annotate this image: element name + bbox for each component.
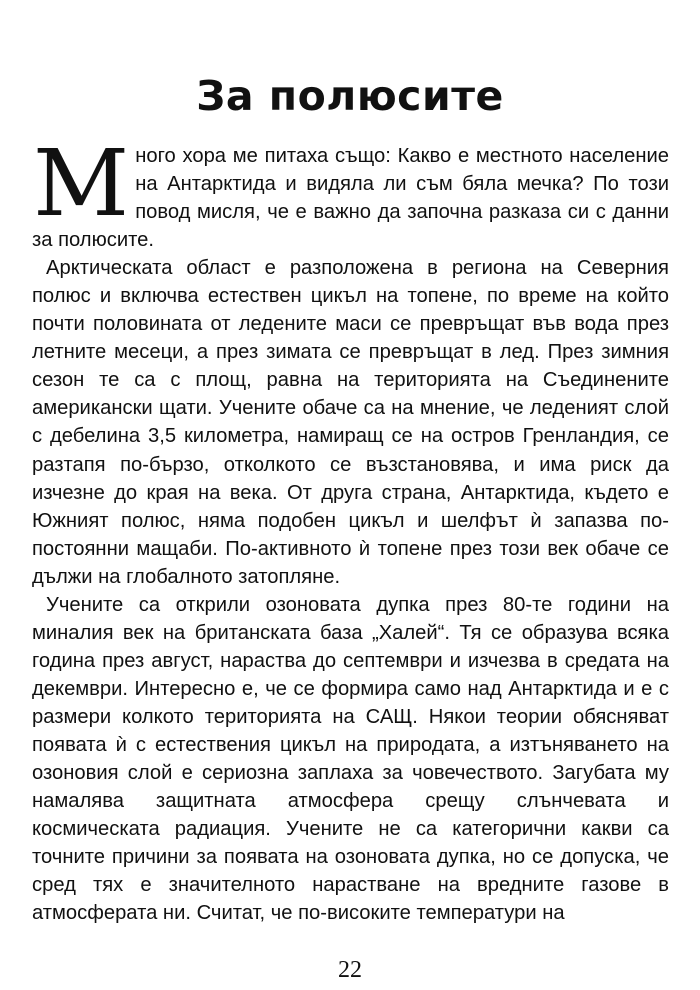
- paragraph-1-text: ного хора ме питаха също: Какво е местното население на Антарктида и видяла ли съм бяла мечка? По този повод мисля, че е важно да започна разказа си с данни за полюсите.: [32, 145, 669, 252]
- paragraph-3: Учените са открили озоновата дупка през 80-те години на миналия век на британската база „Халей“. Тя се образува всяка година през август, нараства до септември и изчезва в средата на декември. Интересно е, че се формира само над Антарктида и е с размери колкото територията на САЩ. Някои теории обясняват появата ѝ с естествения цикъл на природата, а изтъняването на озоновия слой е сериозна заплаха за човечеството. Загубата му намалява защитната атмосфера срещу слънчевата и космическата радиация. Учените не са категорични какви са точните причини за появата на озоновата дупка, но се допуска, че сред тях е значителното нарастване на вредните газове в атмосферата ни. Считат, че по-високите температури на: [32, 593, 669, 925]
- drop-cap-letter: М: [33, 130, 130, 237]
- page-title: За полюсите: [196, 72, 504, 120]
- page-number: 22: [338, 957, 362, 983]
- article-body: [32, 130, 669, 927]
- paragraph-1: [32, 130, 669, 254]
- paragraph-2: Арктическата област е разположена в региона на Северния полюс и включва естествен цикъл на топене, по време на който почти половината от ледените маси се превръщат във вода през летните месеци, а през зимата се превръщат в лед. През зимния сезон те са с площ, равна на територията на Съединените американски щати. Учените обаче са на мнение, че леденият слой с дебелина 3,5 километра, намиращ се на остров Гренландия, се разтапя по-бързо, отколкото се възстановява, и има риск да изчезне до края на века. От друга страна, Антарктида, където е Южният полюс, няма подобен цикъл и шелфът ѝ запазва по-постоянни мащаби. По-активното ѝ топене през този век обаче се дължи на глобалното затопляне.: [32, 257, 669, 588]
